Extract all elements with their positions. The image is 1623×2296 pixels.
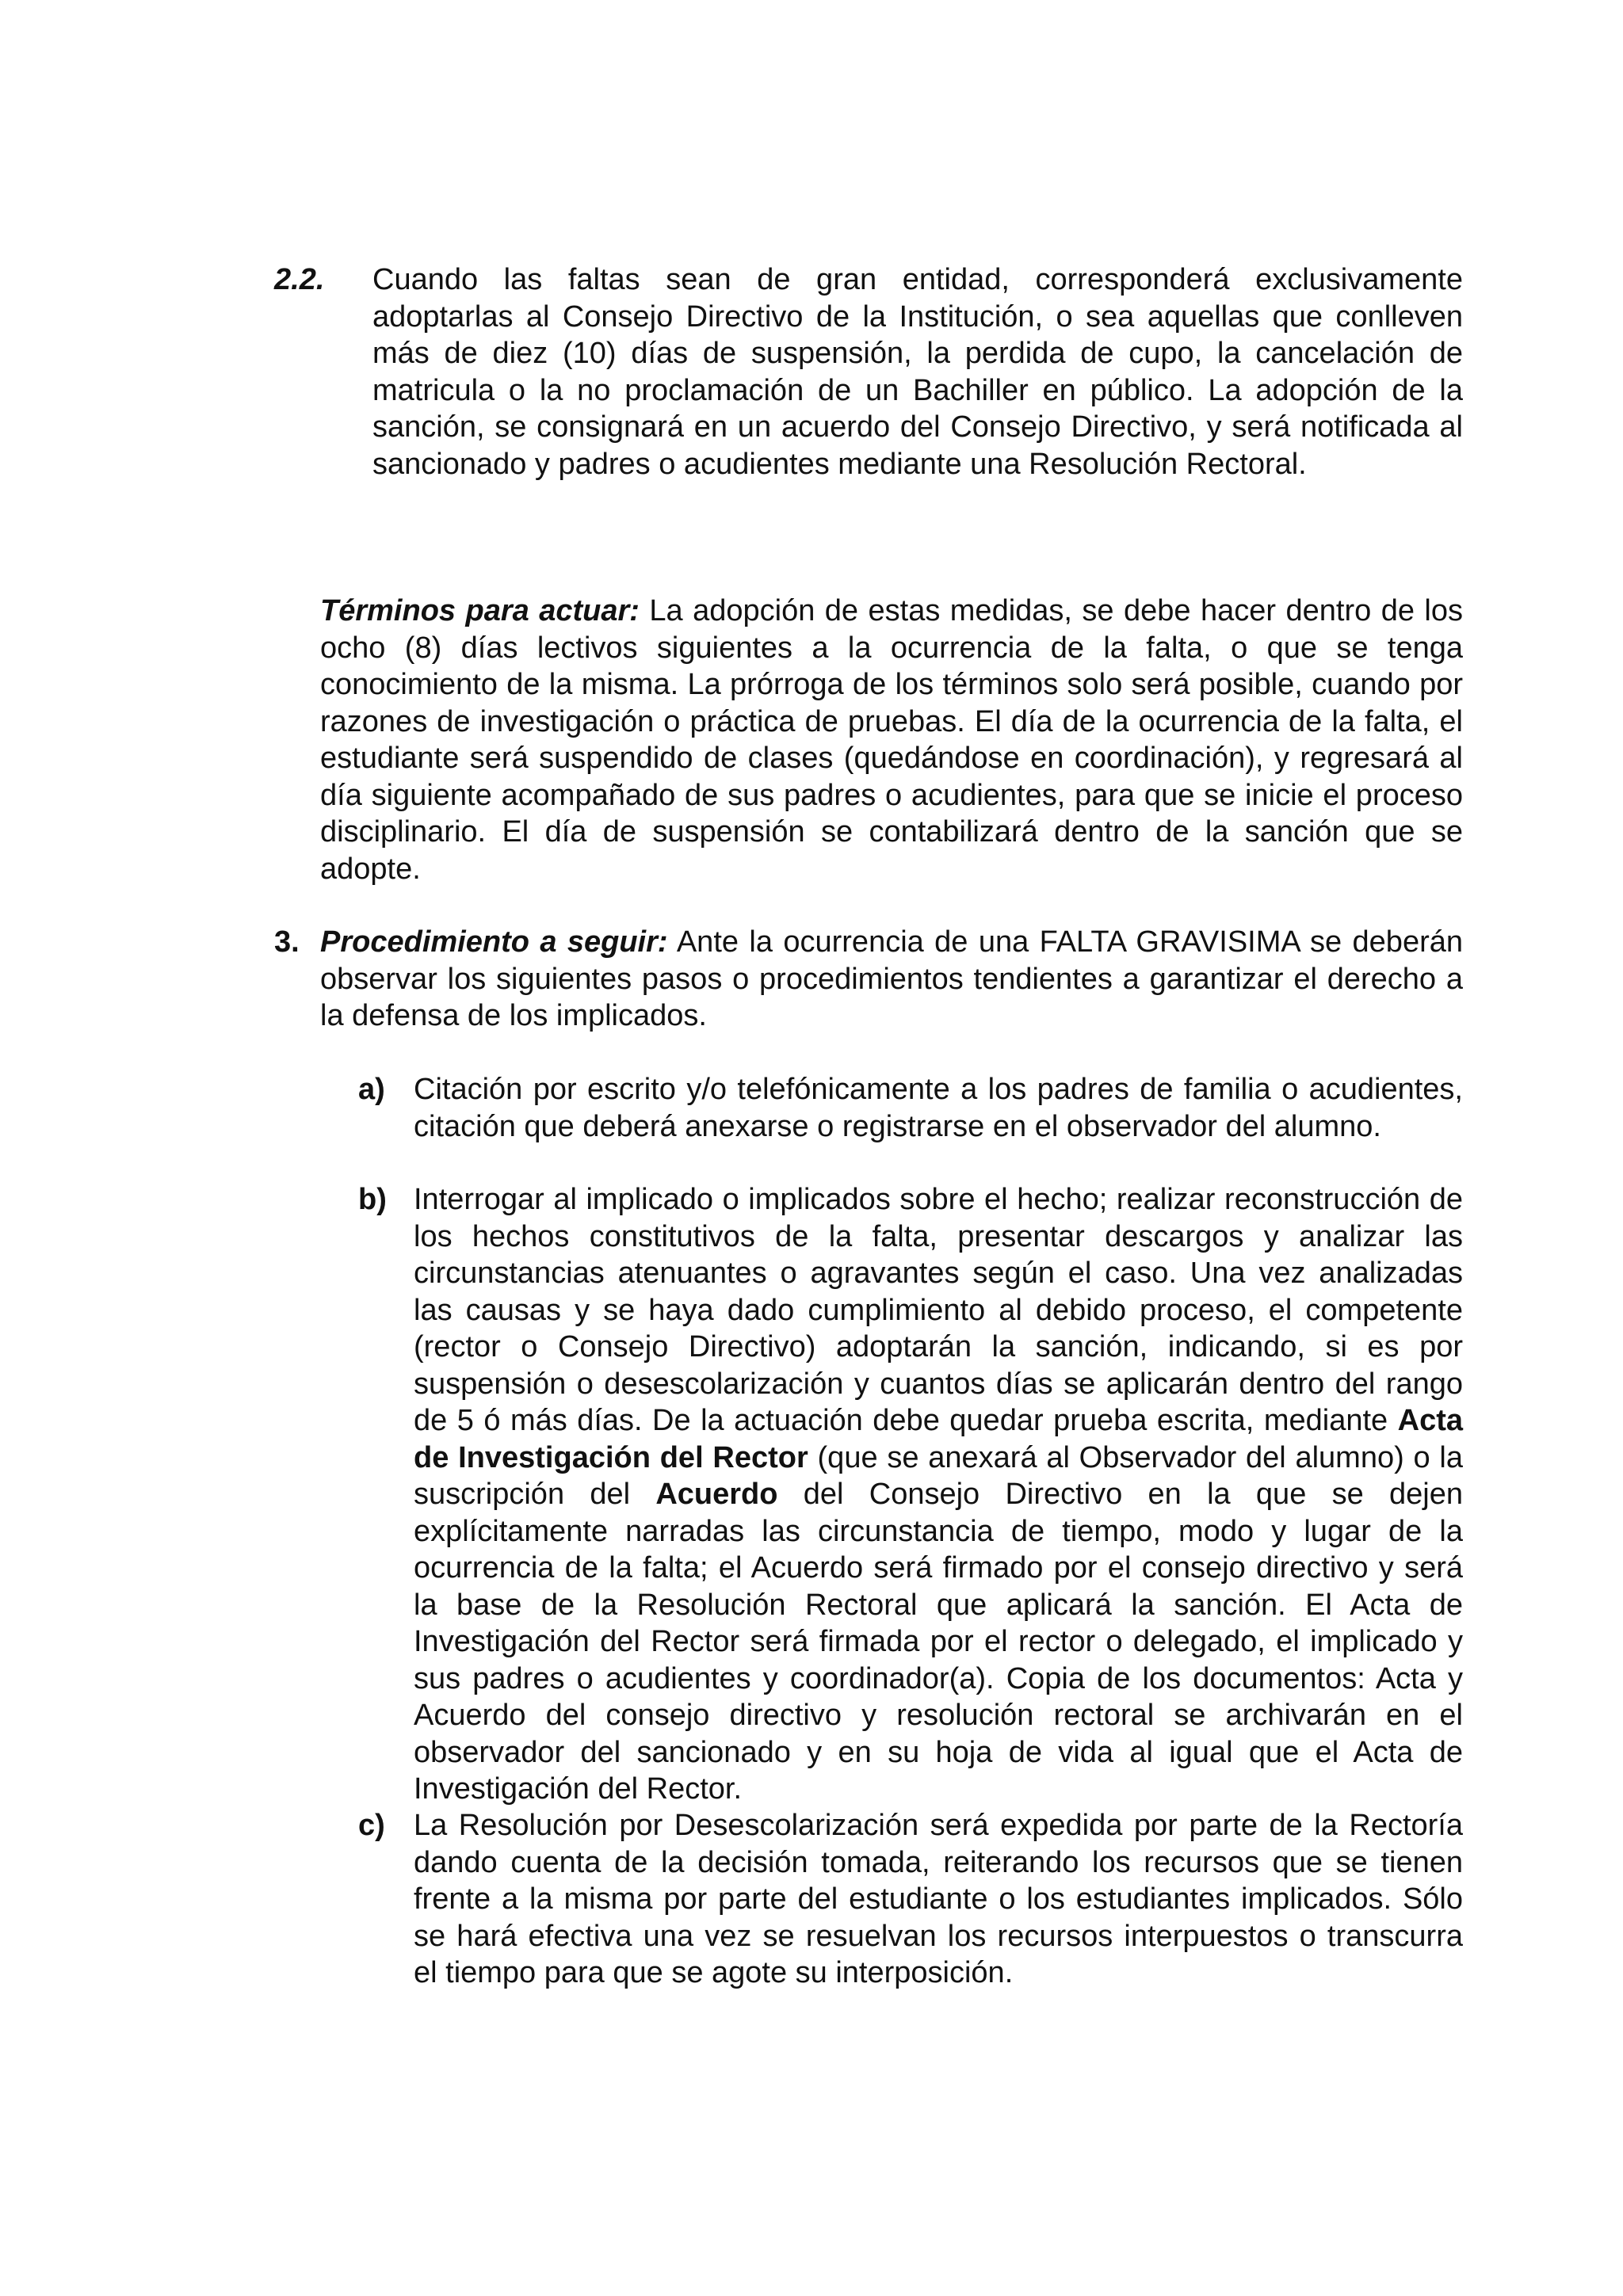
section-2-2-number: 2.2. <box>274 263 325 296</box>
terminos-text: La adopción de estas medidas, se debe hacer dentro de los ocho (8) días lectivos siguientes a la ocurrencia de la falta, o que se tenga conocimiento de la misma. La prórroga de los términos solo será posible, cuando por razones de investigación o práctica de pruebas. El día de la ocurrencia de la falta, el estudiante será suspendido de clases (quedándose en coordinación), y regresará al día siguiente acompañado de sus padres o acudientes, para que se inicie el proceso disciplinario. El día de suspensión se contabilizará dentro de la sanción que se adopte. <box>320 594 1463 886</box>
section-3-number: 3. <box>274 925 300 959</box>
item-c-text: La Resolución por Desescolarización será expedida por parte de la Rectoría dando cuenta de la decisión tomada, reiterando los recursos que se tienen frente a la misma por parte del estudiante o los estudiantes implicados. Sólo se hará efectiva una vez se resuelvan los recursos interpuestos o transcurra el tiempo para que se agote su interposición. <box>414 1809 1463 1989</box>
item-a-label: a) <box>358 1073 385 1106</box>
item-b-text-1: Interrogar al implicado o implicados sobre el hecho; realizar reconstrucción de los hechos constitutivos de la falta, presentar descargos y analizar las circunstancias atenuantes o agravantes según el caso. Una vez analizadas las causas y se haya dado cumplimiento al debido proceso, el competente (rector o Consejo Directivo) adoptarán la sanción, indicando, si es por suspensión o desescolarización y cuantos días se aplicarán dentro del rango de 5 ó más días. De la actuación debe quedar prueba escrita, mediante <box>414 1183 1463 1437</box>
item-c-label: c) <box>358 1809 385 1842</box>
item-b-bold-acuerdo: Acuerdo <box>655 1478 778 1511</box>
item-b-text <box>414 1181 1463 1808</box>
item-b-bold-acta: Acta de Investigación del Rector <box>414 1404 1463 1474</box>
section-3-text: Ante la ocurrencia de una FALTA GRAVISIMA se deberán observar los siguientes pasos o procedimientos tendientes a garantizar el derecho a la defensa de los implicados. <box>320 925 1463 1032</box>
section-3-heading: Procedimiento a seguir: <box>320 925 668 959</box>
section-3-paragraph <box>320 924 1463 1035</box>
item-b-text-2: (que se anexará al Observador del alumno) o la suscripción del <box>414 1440 1463 1511</box>
item-a-text: Citación por escrito y/o telefónicamente a los padres de familia o acudientes, citación que deberá anexarse o registrarse en el observador del alumno. <box>414 1073 1463 1143</box>
terminos-paragraph <box>320 593 1463 887</box>
terminos-heading: Términos para actuar: <box>320 594 640 627</box>
item-b-label: b) <box>358 1183 387 1216</box>
item-b-text-3: del Consejo Directivo en la que se dejen explícitamente narradas las circunstancia de tiempo, modo y lugar de la ocurrencia de la falta; el Acuerdo será firmado por el consejo directivo y será la base de la Resolución Rectoral que aplicará la sanción. El Acta de Investigación del Rector será firmada por el rector o delegado, el implicado y sus padres o acudientes y coordinador(a). Copia de los documentos: Acta y Acuerdo del consejo directivo y resolución rectoral se archivarán en el observador del sancionado y en su hoja de vida al igual que el Acta de Investigación del Rector. <box>414 1478 1463 1806</box>
section-2-2-paragraph: Cuando las faltas sean de gran entidad, corresponderá exclusivamente adoptarlas al Consejo Directivo de la Institución, o sea aquellas que conlleven más de diez (10) días de suspensión, la perdida de cupo, la cancelación de matricula o la no proclamación de un Bachiller en público. La adopción de la sanción, se consignará en un acuerdo del Consejo Directivo, y será notificada al sancionado y padres o acudientes mediante una Resolución Rectoral. <box>372 263 1463 481</box>
